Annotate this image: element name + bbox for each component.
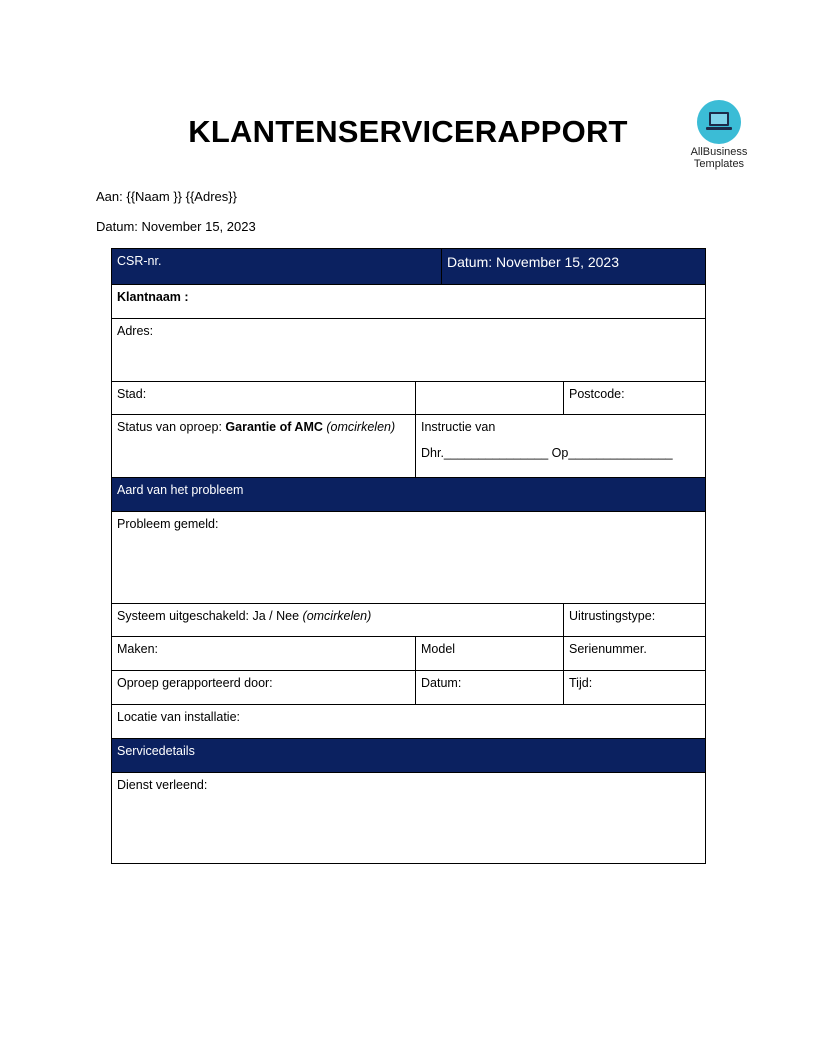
- csr-number-cell[interactable]: [112, 249, 442, 285]
- address-row: [112, 319, 706, 382]
- page-title: KLANTENSERVICERAPPORT: [188, 114, 628, 149]
- report-time-label: Tijd:: [569, 676, 593, 690]
- call-status-cell[interactable]: [112, 415, 416, 478]
- customer-name-cell[interactable]: [112, 285, 706, 319]
- date-line: Datum: November 15, 2023: [96, 219, 256, 234]
- company-logo: [682, 100, 756, 170]
- customer-name-row: [112, 285, 706, 319]
- csr-number-label: CSR-nr.: [117, 254, 162, 268]
- problem-section-header: [112, 478, 706, 512]
- install-location-cell[interactable]: [112, 705, 706, 739]
- service-report-form: [111, 248, 706, 864]
- instruction-cell[interactable]: [416, 415, 706, 478]
- logo-text-line1: AllBusiness: [690, 146, 748, 158]
- reported-by-row: [112, 671, 706, 705]
- serial-cell[interactable]: [564, 637, 706, 671]
- recipient-line: Aan: {{Naam }} {{Adres}}: [96, 189, 237, 204]
- postcode-label: Postcode:: [569, 387, 625, 401]
- system-off-label: Systeem uitgeschakeld: Ja / Nee: [117, 609, 300, 623]
- city-cell[interactable]: [112, 382, 416, 415]
- problem-section-title: Aard van het probleem: [117, 483, 244, 497]
- install-location-label: Locatie van installatie:: [117, 710, 240, 724]
- city-label: Stad:: [117, 387, 147, 401]
- make-label: Maken:: [117, 642, 158, 656]
- header-date-label: Datum: November 15, 2023: [447, 254, 619, 270]
- service-section-header: [112, 739, 706, 773]
- service-rendered-label: Dienst verleend:: [117, 778, 208, 792]
- system-off-row: [112, 604, 706, 637]
- service-section-title: Servicedetails: [117, 744, 195, 758]
- call-status-options: Garantie of AMC: [225, 420, 323, 434]
- make-cell[interactable]: [112, 637, 416, 671]
- instruction-label: Instructie van: [421, 420, 496, 434]
- problem-reported-label: Probleem gemeld:: [117, 517, 219, 531]
- equipment-type-cell[interactable]: [564, 604, 706, 637]
- serial-label: Serienummer.: [569, 642, 647, 656]
- city-blank-cell[interactable]: [416, 382, 564, 415]
- report-date-cell[interactable]: [416, 671, 564, 705]
- city-row: [112, 382, 706, 415]
- customer-name-label: Klantnaam :: [117, 290, 189, 304]
- service-rendered-cell[interactable]: [112, 773, 706, 864]
- model-cell[interactable]: [416, 637, 564, 671]
- reported-by-label: Oproep gerapporteerd door:: [117, 676, 273, 690]
- call-status-row: [112, 415, 706, 478]
- address-cell[interactable]: [112, 319, 706, 382]
- report-time-cell[interactable]: [564, 671, 706, 705]
- system-off-cell[interactable]: [112, 604, 564, 637]
- report-date-label: Datum:: [421, 676, 462, 690]
- system-off-hint: (omcirkelen): [302, 609, 372, 623]
- address-label: Adres:: [117, 324, 154, 338]
- instruction-signature-line: Dhr._______________ Op_______________: [421, 446, 673, 460]
- install-location-row: [112, 705, 706, 739]
- equipment-type-label: Uitrustingstype:: [569, 609, 656, 623]
- service-section-row: [112, 739, 706, 773]
- make-row: [112, 637, 706, 671]
- problem-section-row: [112, 478, 706, 512]
- reported-by-cell[interactable]: [112, 671, 416, 705]
- service-rendered-row: [112, 773, 706, 864]
- laptop-icon: [697, 100, 741, 144]
- call-status-hint: (omcirkelen): [326, 420, 396, 434]
- problem-reported-row: [112, 512, 706, 604]
- postcode-cell[interactable]: [564, 382, 706, 415]
- problem-reported-cell[interactable]: [112, 512, 706, 604]
- model-label: Model: [421, 642, 456, 656]
- form-header-row: [112, 249, 706, 285]
- header-date-cell[interactable]: [442, 249, 706, 285]
- logo-text-line2: Templates: [693, 158, 745, 170]
- call-status-label: Status van oproep:: [117, 420, 222, 434]
